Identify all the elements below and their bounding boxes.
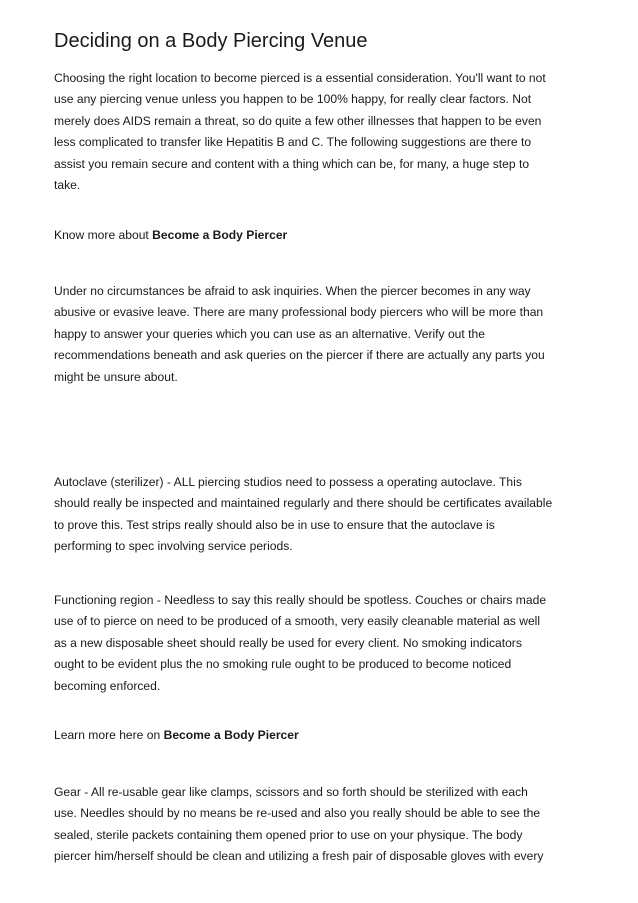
learn-more-line — [54, 725, 299, 746]
inquiries-paragraph — [54, 281, 594, 388]
paragraph-line: recommendations beneath and ask queries on the piercer if there are actually any parts you — [54, 348, 545, 363]
autoclave-paragraph — [54, 472, 594, 558]
paragraph-line: happy to answer your queries which you can use as an alternative. Verify out the — [54, 326, 485, 341]
paragraph-line: Autoclave (sterilizer) - ALL piercing studios need to possess a operating autoclave. This — [54, 475, 522, 489]
paragraph-line: Gear - All re-usable gear like clamps, scissors and so forth should be sterilized with each — [54, 785, 528, 799]
become-piercer-link[interactable]: Become a Body Piercer — [152, 228, 288, 242]
paragraph-line: Functioning region - Needless to say this really should be spotless. Couches or chairs made — [54, 593, 547, 607]
paragraph-line: abusive or evasive leave. There are many professional body piercers who will be more than — [54, 305, 544, 320]
become-piercer-link[interactable]: Become a Body Piercer — [163, 728, 299, 742]
paragraph-line: use. Needles should by no means be re-used and also you really should be able to see the — [54, 806, 541, 821]
paragraph-line: ought to be evident plus the no smoking rule ought to be produced to become noticed — [54, 657, 512, 672]
paragraph-line: sealed, sterile packets containing them opened prior to use on your physique. The body — [54, 827, 523, 842]
paragraph-line: should really be inspected and maintained regularly and there should be certificates available — [54, 496, 553, 511]
page-title: Deciding on a Body Piercing Venue — [54, 30, 368, 52]
paragraph-line: might be unsure about. — [54, 369, 178, 384]
paragraph-line: Choosing the right location to become pierced is a essential consideration. You'll want to not — [54, 71, 546, 85]
paragraph-line: use of to pierce on need to be produced of a smooth, very easily cleanable material as well — [54, 614, 541, 629]
gear-paragraph — [54, 782, 594, 868]
paragraph-line: as a new disposable sheet should really be used for every client. No smoking indicators — [54, 635, 522, 650]
working-area-paragraph — [54, 590, 594, 697]
paragraph-line: to prove this. Test strips really should also be in use to ensure that the autoclave is — [54, 517, 495, 532]
paragraph-line: performing to spec involving service periods. — [54, 539, 293, 554]
know-more-prefix: Know more about — [54, 228, 153, 242]
paragraph-line: Under no circumstances be afraid to ask inquiries. When the piercer becomes in any way — [54, 284, 531, 298]
learn-more-prefix: Learn more here on — [54, 728, 164, 742]
paragraph-line: use any piercing venue unless you happen to be 100% happy, for really clear factors. Not — [54, 92, 532, 107]
paragraph-line: assist you remain secure and content with a thing which can be, for many, a huge step to — [54, 156, 530, 171]
paragraph-line: becoming enforced. — [54, 678, 161, 693]
paragraph-line: piercer him/herself should be clean and utilizing a fresh pair of disposable gloves with every — [54, 849, 544, 864]
paragraph-line: less complicated to transfer like Hepatitis B and C. The following suggestions are there to — [54, 135, 532, 150]
know-more-line — [54, 225, 287, 246]
intro-paragraph — [54, 68, 594, 196]
paragraph-line: merely does AIDS remain a threat, so do quite a few other illnesses that happen to be even — [54, 113, 542, 128]
paragraph-line: take. — [54, 178, 81, 193]
